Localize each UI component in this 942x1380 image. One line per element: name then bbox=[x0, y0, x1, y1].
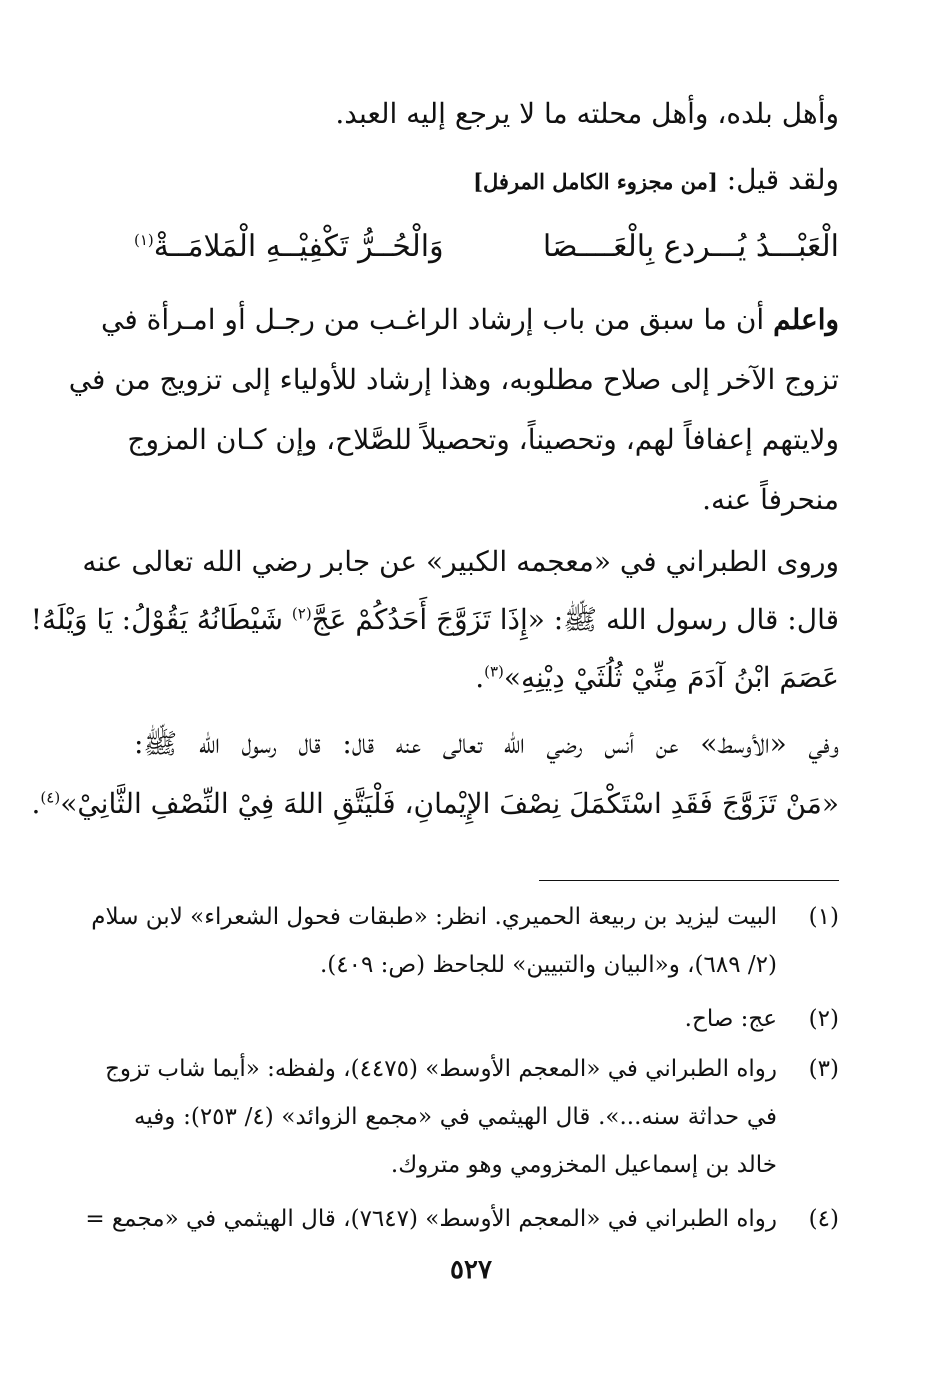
footnote-1-number: (١) bbox=[808, 904, 839, 930]
para1-line-4: منحرفاً عنه. bbox=[702, 483, 839, 516]
poem-intro: ولقد قيل: bbox=[726, 163, 839, 196]
footnote-3 bbox=[105, 1045, 839, 1189]
footnote-3-line-2: في حداثة سنه...». قال الهيثمي في «مجمع الزوائد» (٤/ ٢٥٣): وفيه bbox=[134, 1104, 777, 1130]
footnote-ref-4: (٤) bbox=[40, 788, 61, 807]
footnote-4-number: (٤) bbox=[808, 1206, 839, 1232]
para3-line-2-text: «مَنْ تَزَوَّجَ فَقَدِ اسْتَكْمَلَ نِصْفَ الإِيْمانِ، فَلْيَتَّقِ اللهَ فِيْ النِّصْفِ الثَّانِيْ» bbox=[60, 787, 839, 820]
footnote-1-line-1: البيت ليزيد بن ربيعة الحميري. انظر: «طبقات فحول الشعراء» لابن سلام bbox=[91, 904, 777, 930]
para2-line-2a: قال: قال رسول الله ﷺ: «إِذَا تَزَوَّجَ أَحَدُكُمْ عَجَّ bbox=[311, 603, 839, 636]
footnote-2 bbox=[134, 995, 839, 1043]
footnote-3-text bbox=[105, 1045, 777, 1189]
footnote-3-line-3: خالد بن إسماعيل المخزومي وهو متروك. bbox=[390, 1152, 777, 1178]
para3-line-2 bbox=[31, 782, 839, 826]
footnote-4 bbox=[85, 1195, 839, 1243]
footnote-ref-1: (١) bbox=[134, 231, 154, 249]
para2-line-2 bbox=[30, 598, 839, 642]
page-number: ٥٢٧ bbox=[450, 1255, 492, 1285]
poem-verse bbox=[134, 222, 839, 272]
footnote-ref-2: (٢) bbox=[291, 604, 312, 623]
footnote-2-number: (٢) bbox=[808, 1006, 839, 1032]
para1-line-1-text: أن ما سبق من باب إرشاد الراغـب من رجـل أو امـرأة في bbox=[101, 303, 765, 336]
footnote-4-line-1: رواه الطبراني في «المعجم الأوسط» (٧٦٤٧)، قال الهيثمي في «مجمع = bbox=[85, 1206, 777, 1232]
para2-line-2b: شَيْطَانُهُ يَقُوْلُ: يَا وَيْلَهُ! bbox=[30, 603, 283, 636]
footnote-2-text bbox=[134, 995, 777, 1043]
para1-line-3: ولايتهم إعفافاً لهم، وتحصيناً، وتحصيلاً للصَّلاح، وإن كـان المزوج bbox=[127, 423, 839, 456]
footnote-separator bbox=[539, 880, 839, 881]
para2-line-3-end: . bbox=[475, 661, 485, 694]
footnote-1-line-2: (٢/ ٦٨٩)، و«البيان والتبيين» للجاحظ (ص: ٤٠٩). bbox=[319, 952, 777, 978]
footnote-ref-3: (٣) bbox=[484, 662, 504, 681]
footnote-1-text bbox=[91, 893, 777, 989]
para1-bold-word: واعلم bbox=[773, 303, 839, 336]
para2-line-3 bbox=[134, 656, 839, 700]
poem-intro-line bbox=[134, 158, 839, 204]
para3-line-2-end: . bbox=[31, 787, 41, 820]
para3-line-1: وفي «الأوسط» عن أنس رضي الله تعالى عنه قال: قال رسول الله ﷺ: bbox=[134, 727, 839, 760]
para2-line-1: وروى الطبراني في «معجمه الكبير» عن جابر رضي الله تعالى عنه bbox=[82, 545, 839, 578]
verse-second-hemistich bbox=[134, 222, 444, 272]
verse-first-hemistich: الْعَبْـــدُ يُـــردع بِالْعَــــصَا bbox=[542, 229, 839, 264]
para1-line-2: تزوج الآخر إلى صلاح مطلوبه، وهذا إرشاد للأولياء إلى تزويج من في bbox=[68, 363, 839, 396]
para1-line-1 bbox=[101, 298, 839, 342]
footnote-3-line-1: رواه الطبراني في «المعجم الأوسط» (٤٤٧٥)، ولفظه: «أيما شاب تزوج bbox=[105, 1056, 777, 1082]
para2-line-3-text: عَصَمَ ابْنُ آدَمَ مِنِّيْ ثُلُثَيْ دِيْنِهِ» bbox=[503, 661, 839, 694]
body-line-1: وأهل بلده، وأهل محلته ما لا يرجع إليه العبد. bbox=[335, 97, 839, 130]
footnote-3-number: (٣) bbox=[808, 1056, 839, 1082]
poem-meter: [من مجزوء الكامل المرفل] bbox=[473, 169, 718, 194]
footnote-2-line-1: عج: صاح. bbox=[684, 1006, 777, 1032]
footnote-1 bbox=[91, 893, 839, 989]
verse-second-text: وَالْحُــرُّ تَكْفِيْــهِ الْمَلامَــةْ bbox=[153, 229, 444, 264]
footnote-4-text bbox=[85, 1195, 777, 1243]
